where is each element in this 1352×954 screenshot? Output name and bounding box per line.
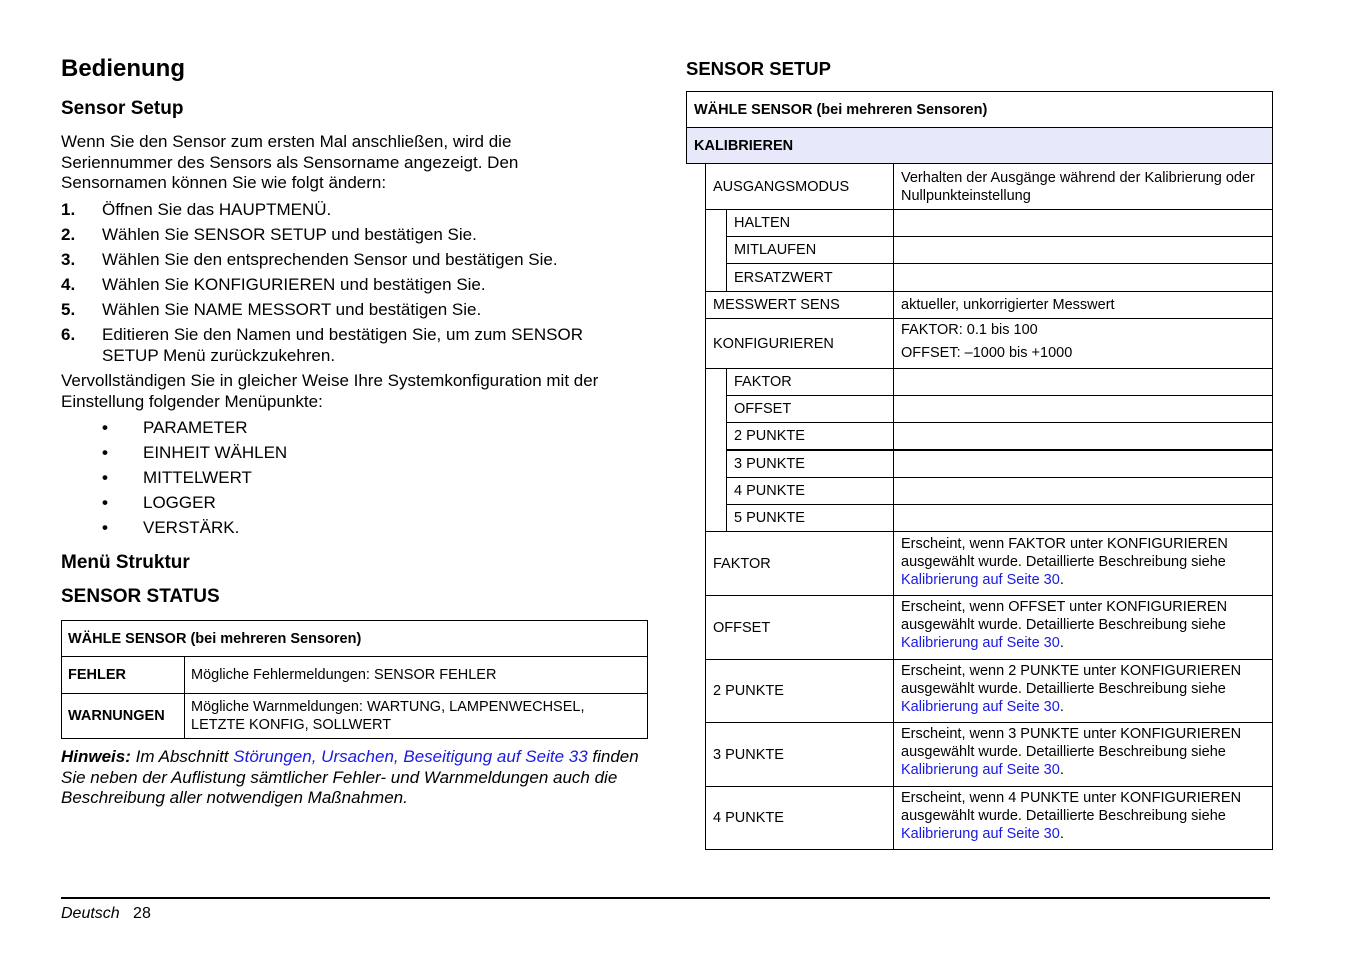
table-row xyxy=(726,450,894,478)
table-cell xyxy=(893,504,1273,532)
table-cell-key: FAKTOR xyxy=(713,555,771,572)
table-cell xyxy=(893,395,1273,423)
section-heading-menu-struktur: Menü Struktur xyxy=(61,552,190,573)
table-row xyxy=(705,722,894,787)
table-row xyxy=(705,291,894,319)
table-cell-value xyxy=(901,725,1267,779)
table-row xyxy=(726,477,894,505)
step-text: Wählen Sie SENSOR SETUP und bestätigen Sie. xyxy=(102,225,477,244)
hint-link[interactable]: Störungen, Ursachen, Beseitigung auf Seite 33 xyxy=(233,747,588,766)
step-text: Wählen Sie NAME MESSORT und bestätigen Sie. xyxy=(102,300,482,319)
complete-paragraph: Vervollständigen Sie in gleicher Weise Ihre Systemkonfiguration mit der Einstellung folgender Menüpunkte: xyxy=(61,371,599,411)
table-cell-key: WARNUNGEN xyxy=(62,694,185,739)
section-heading-sensor-status: SENSOR STATUS xyxy=(61,586,220,607)
table-row xyxy=(726,236,894,264)
table-header-row xyxy=(686,127,1273,164)
table-cell-value xyxy=(901,535,1267,589)
table-row xyxy=(726,263,894,292)
table-cell-key: KONFIGURIEREN xyxy=(713,335,834,352)
table-cell-value: Mögliche Fehlermeldungen: SENSOR FEHLER xyxy=(185,657,648,694)
table-header: WÄHLE SENSOR (bei mehreren Sensoren) xyxy=(694,101,988,118)
table-cell-key: MITLAUFEN xyxy=(734,242,817,258)
calibration-link[interactable]: Kalibrierung auf Seite 30 xyxy=(901,635,1060,651)
footer-language: Deutsch xyxy=(61,905,120,922)
table-row xyxy=(705,659,894,723)
table-cell-key: 5 PUNKTE xyxy=(734,510,805,526)
table-cell xyxy=(893,236,1273,264)
description-text: Erscheint, wenn OFFSET unter KONFIGURIEREN ausgewählt wurde. Detaillierte Beschreibung siehe xyxy=(901,599,1228,633)
table-cell xyxy=(893,595,1273,660)
table-cell xyxy=(893,263,1273,292)
sensor-status-table xyxy=(61,620,648,739)
table-row xyxy=(726,395,894,423)
step-number: 1. xyxy=(61,200,76,219)
hint-text: finden Sie neben der Auflistung sämtlicher Fehler- und Warnmeldungen auch die Beschreibung aller notwendigen Maßnahmen. xyxy=(61,747,639,807)
step-number: 3. xyxy=(61,250,76,269)
table-indent xyxy=(705,368,727,532)
calibration-link[interactable]: Kalibrierung auf Seite 30 xyxy=(901,699,1060,715)
table-cell-value: Mögliche Warnmeldungen: WARTUNG, LAMPENWECHSEL, LETZTE KONFIG, SOLLWERT xyxy=(185,694,648,739)
section-heading-sensor-setup-menu: SENSOR SETUP xyxy=(686,58,831,79)
step-text: Öffnen Sie das HAUPTMENÜ. xyxy=(102,200,332,219)
hint-note xyxy=(61,747,651,809)
bullet-text: EINHEIT WÄHLEN xyxy=(143,443,288,462)
table-cell-key: FAKTOR xyxy=(734,374,792,390)
table-cell xyxy=(893,163,1273,210)
table-row xyxy=(726,504,894,532)
table-row xyxy=(726,368,894,396)
table-cell-value xyxy=(901,662,1267,716)
bullet-text: MITTELWERT xyxy=(143,468,252,487)
table-cell xyxy=(893,786,1273,850)
table-cell-key: 3 PUNKTE xyxy=(734,456,805,472)
period: . xyxy=(1059,635,1064,651)
table-cell-key: FEHLER xyxy=(62,657,185,694)
period: . xyxy=(1059,699,1064,715)
table-cell-key: 4 PUNKTE xyxy=(713,810,784,826)
step-number: 5. xyxy=(61,300,76,319)
table-cell xyxy=(893,291,1273,319)
calibration-link[interactable]: Kalibrierung auf Seite 30 xyxy=(901,572,1060,588)
table-cell xyxy=(893,722,1273,787)
step-number: 2. xyxy=(61,225,76,244)
table-cell xyxy=(893,318,1273,369)
table-row xyxy=(705,318,894,369)
table-header-row xyxy=(686,91,1273,128)
table-cell xyxy=(893,477,1273,505)
table-cell-key: 4 PUNKTE xyxy=(734,483,805,499)
table-indent xyxy=(705,209,727,292)
period: . xyxy=(1059,762,1064,778)
table-row xyxy=(705,531,894,596)
description-text: Erscheint, wenn FAKTOR unter KONFIGURIEREN ausgewählt wurde. Detaillierte Beschreibung siehe xyxy=(901,536,1228,570)
table-cell-key: ERSATZWERT xyxy=(734,269,833,286)
table-cell-key: 2 PUNKTE xyxy=(734,428,805,444)
table-cell-value: Verhalten der Ausgänge während der Kalibrierung oder Nullpunkteinstellung xyxy=(901,169,1255,204)
table-cell-key: 2 PUNKTE xyxy=(713,683,784,699)
table-row xyxy=(726,422,894,450)
table-cell-key: OFFSET xyxy=(734,401,792,417)
table-cell xyxy=(893,450,1273,478)
step-number: 6. xyxy=(61,325,76,344)
hint-text: Im Abschnitt xyxy=(130,747,234,766)
bullet-icon: • xyxy=(102,443,108,462)
section-heading-sensor-setup: Sensor Setup xyxy=(61,98,184,119)
table-cell-key: HALTEN xyxy=(734,215,791,231)
footer xyxy=(61,905,151,923)
table-cell-key: OFFSET xyxy=(713,619,771,636)
hint-label: Hinweis: xyxy=(61,747,131,766)
bullet-text: VERSTÄRK. xyxy=(143,518,240,537)
table-row xyxy=(726,209,894,237)
table-cell xyxy=(893,368,1273,396)
table-cell-key: MESSWERT SENS xyxy=(713,297,840,313)
step-number: 4. xyxy=(61,275,76,294)
table-row xyxy=(705,786,894,850)
bullet-icon: • xyxy=(102,493,108,512)
step-text: Wählen Sie den entsprechenden Sensor und bestätigen Sie. xyxy=(102,250,558,269)
page-title: Bedienung xyxy=(61,55,185,82)
bullet-icon: • xyxy=(102,518,108,537)
table-row xyxy=(705,163,894,210)
step-text: Wählen Sie KONFIGURIEREN und bestätigen Sie. xyxy=(102,275,486,294)
table-cell-value xyxy=(901,598,1267,652)
bullet-icon: • xyxy=(102,418,108,437)
table-cell-value: aktueller, unkorrigierter Messwert xyxy=(901,297,1115,313)
step-text: Editieren Sie den Namen und bestätigen Sie, um zum SENSOR SETUP Menü zurückzukehren. xyxy=(102,325,583,365)
intro-paragraph: Wenn Sie den Sensor zum ersten Mal anschließen, wird die Seriennummer des Sensors als Sensorname angezeigt. Den Sensornamen können Sie wie folgt ändern: xyxy=(61,132,519,192)
calibration-link[interactable]: Kalibrierung auf Seite 30 xyxy=(901,762,1060,778)
table-cell-key: AUSGANGSMODUS xyxy=(713,178,850,195)
bullet-icon: • xyxy=(102,468,108,487)
table-cell-value xyxy=(901,789,1267,843)
table-cell-key: 3 PUNKTE xyxy=(713,746,784,763)
table-cell xyxy=(893,209,1273,237)
description-text: Erscheint, wenn 3 PUNKTE unter KONFIGURIEREN ausgewählt wurde. Detaillierte Beschreibung siehe xyxy=(901,726,1242,760)
description-text: Erscheint, wenn 2 PUNKTE unter KONFIGURIEREN ausgewählt wurde. Detaillierte Beschreibung siehe xyxy=(901,663,1242,697)
table-cell-value: OFFSET: –1000 bis +1000 xyxy=(901,345,1073,361)
page-number: 28 xyxy=(133,905,151,922)
table-cell xyxy=(893,659,1273,723)
table-header: WÄHLE SENSOR (bei mehreren Sensoren) xyxy=(62,621,648,657)
table-cell xyxy=(893,422,1273,450)
bullet-text: PARAMETER xyxy=(143,418,248,437)
description-text: Erscheint, wenn 4 PUNKTE unter KONFIGURIEREN ausgewählt wurde. Detaillierte Beschreibung siehe xyxy=(901,790,1242,824)
calibration-link[interactable]: Kalibrierung auf Seite 30 xyxy=(901,826,1060,842)
bullet-text: LOGGER xyxy=(143,493,216,512)
period: . xyxy=(1059,826,1064,842)
table-cell xyxy=(893,531,1273,596)
table-header: KALIBRIEREN xyxy=(694,137,794,154)
table-cell-value: FAKTOR: 0.1 bis 100 xyxy=(901,322,1038,338)
footer-divider xyxy=(61,897,1270,899)
period: . xyxy=(1059,572,1064,588)
table-row xyxy=(705,595,894,660)
